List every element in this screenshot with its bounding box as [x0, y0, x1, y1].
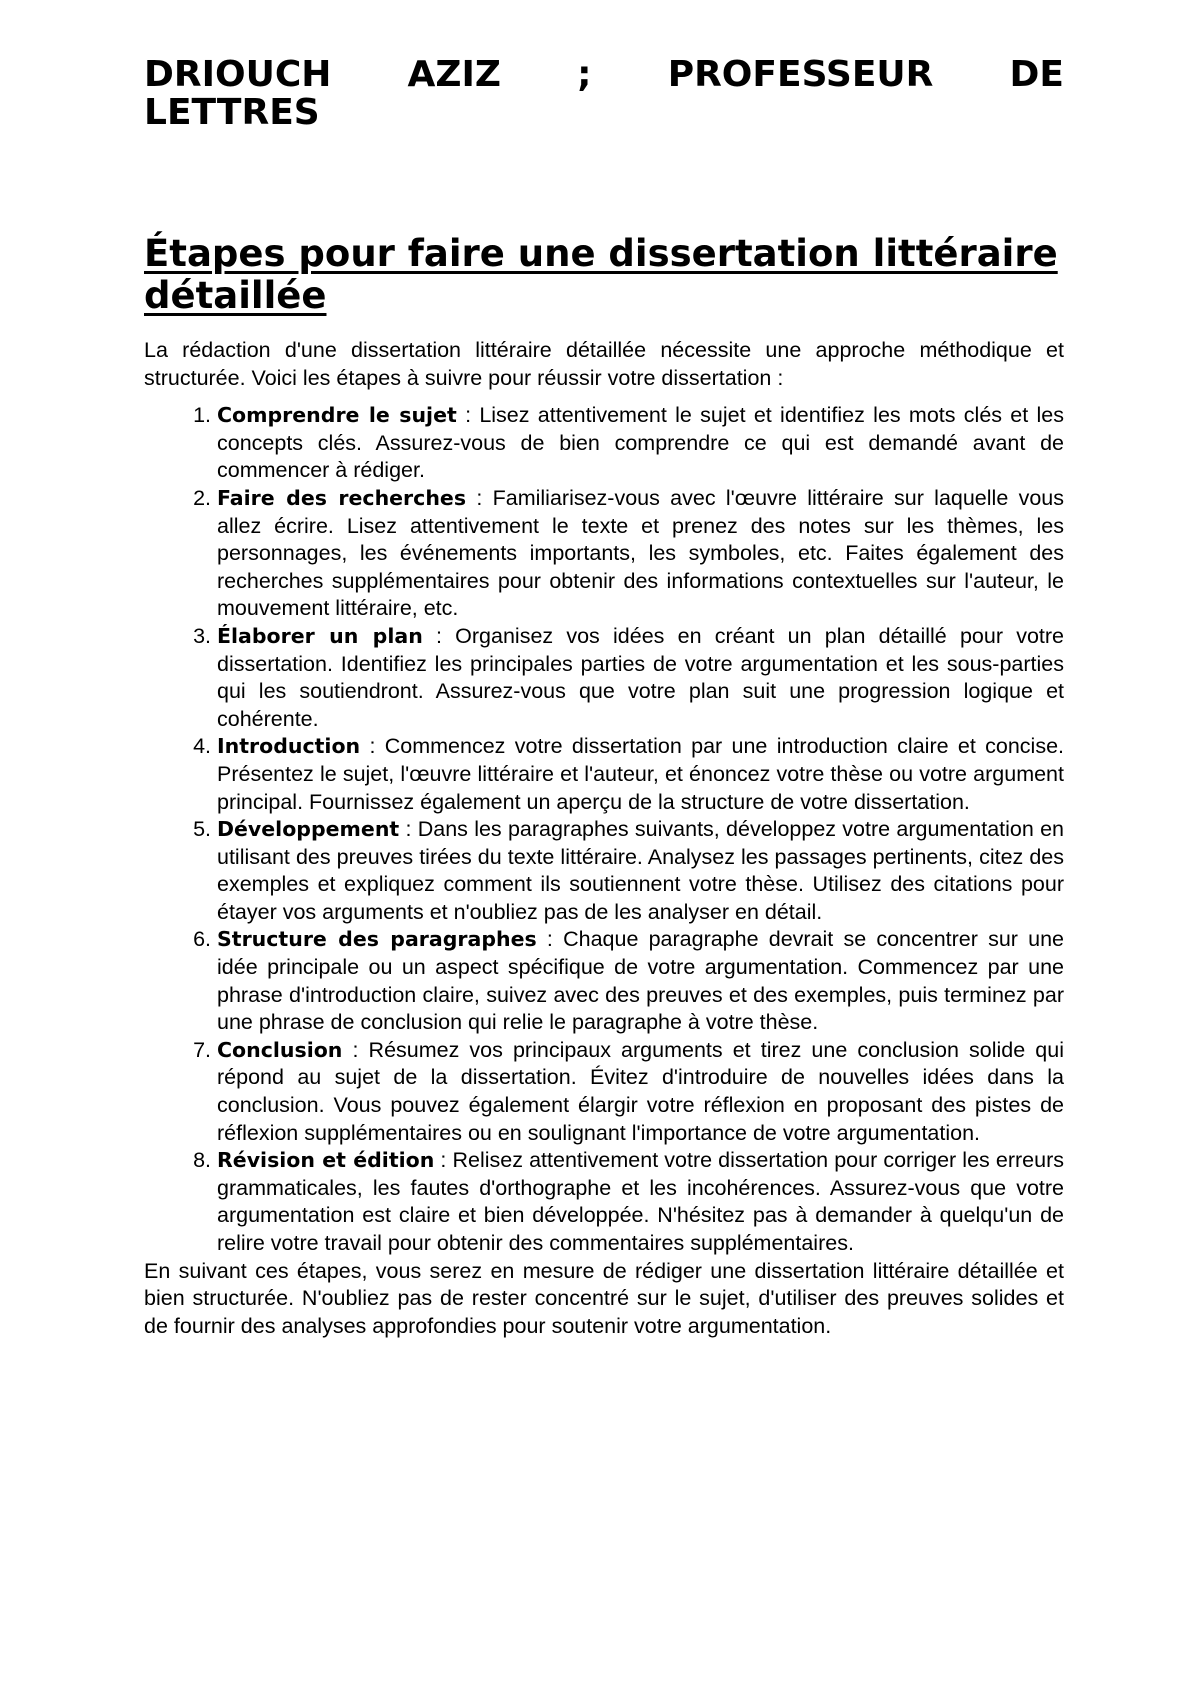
step-text: : Organisez vos idées en créant un plan détaillé pour votre dissertation. Identifiez les principales parties de votre argumentation et les sous-parties qui les soutiendront. Assurez-vous que votre plan suit une progression logique et cohérente. — [217, 623, 1064, 731]
author-header-line-1: DRIOUCH AZIZ ; PROFESSEUR DE — [144, 54, 1064, 95]
step-term: Conclusion — [217, 1037, 343, 1062]
step-term: Faire des recherches — [217, 485, 467, 510]
steps-list — [144, 402, 1064, 1257]
list-item — [217, 816, 1064, 926]
step-term: Révision et édition — [217, 1148, 435, 1173]
list-item — [217, 1037, 1064, 1147]
step-term: Élaborer un plan — [217, 623, 423, 648]
list-item — [217, 926, 1064, 1036]
intro-paragraph: La rédaction d'une dissertation littéraire détaillée nécessite une approche méthodique et structurée. Voici les étapes à suivre pour réussir votre dissertation : — [144, 338, 1064, 390]
closing-paragraph: En suivant ces étapes, vous serez en mesure de rédiger une dissertation littéraire détaillée et bien structurée. N'oubliez pas de rester concentré sur le sujet, d'utiliser des preuves solides et de fournir des analyses approfondies pour soutenir votre argumentation. — [144, 1258, 1064, 1338]
step-term: Structure des paragraphes — [217, 927, 537, 952]
step-text: : Dans les paragraphes suivants, développez votre argumentation en utilisant des preuves tirées du texte littéraire. Analysez les passages pertinents, citez des exemples et expliquez comment ils soutiennent votre thèse. Utilisez des citations pour étayer vos arguments et n'oubliez pas de les analyser en détail. — [217, 817, 1064, 924]
document-title: Étapes pour faire une dissertation littéraire détaillée — [144, 232, 1058, 317]
list-item — [217, 1147, 1064, 1257]
step-text: : Familiarisez-vous avec l'œuvre littéraire sur laquelle vous allez écrire. Lisez attentivement le texte et prenez des notes sur les thèmes, les personnages, les événements importants, les symboles, etc. Faites également des recherches supplémentaires pour obtenir des informations contextuelles sur l'auteur, le mouvement littéraire, etc. — [217, 485, 1064, 621]
step-term: Introduction — [217, 734, 361, 759]
author-header-line-2: LETTRES — [144, 92, 320, 133]
step-text: : Relisez attentivement votre dissertation pour corriger les erreurs grammaticales, les fautes d'orthographe et les incohérences. Assurez-vous que votre argumentation est claire et bien développée. N'hésitez pas à demander à quelqu'un de relire votre travail pour obtenir des commentaires supplémentaires. — [217, 1148, 1064, 1255]
step-text: : Chaque paragraphe devrait se concentrer sur une idée principale ou un aspect spécifique de votre argumentation. Commencez par une phrase d'introduction claire, suivez avec des preuves et des exemples, puis terminez par une phrase de conclusion qui relie le paragraphe à votre thèse. — [217, 927, 1065, 1035]
list-item — [217, 485, 1064, 623]
step-text: : Commencez votre dissertation par une introduction claire et concise. Présentez le sujet, l'œuvre littéraire et l'auteur, et énoncez votre thèse ou votre argument principal. Fournissez également un aperçu de la structure de votre dissertation. — [217, 734, 1064, 814]
step-term: Développement — [217, 817, 400, 842]
list-item — [217, 623, 1064, 733]
step-text: : Résumez vos principaux arguments et tirez une conclusion solide qui répond au sujet de la dissertation. Évitez d'introduire de nouvelles idées dans la conclusion. Vous pouvez également élargir votre réflexion en proposant des pistes de réflexion supplémentaires ou en soulignant l'importance de votre argumentation. — [217, 1037, 1064, 1145]
list-item — [217, 733, 1064, 816]
step-text: : Lisez attentivement le sujet et identifiez les mots clés et les concepts clés. Assurez-vous de bien comprendre ce qui est demandé avant de commencer à rédiger. — [217, 403, 1064, 483]
list-item — [217, 402, 1064, 485]
step-term: Comprendre le sujet — [217, 403, 457, 428]
